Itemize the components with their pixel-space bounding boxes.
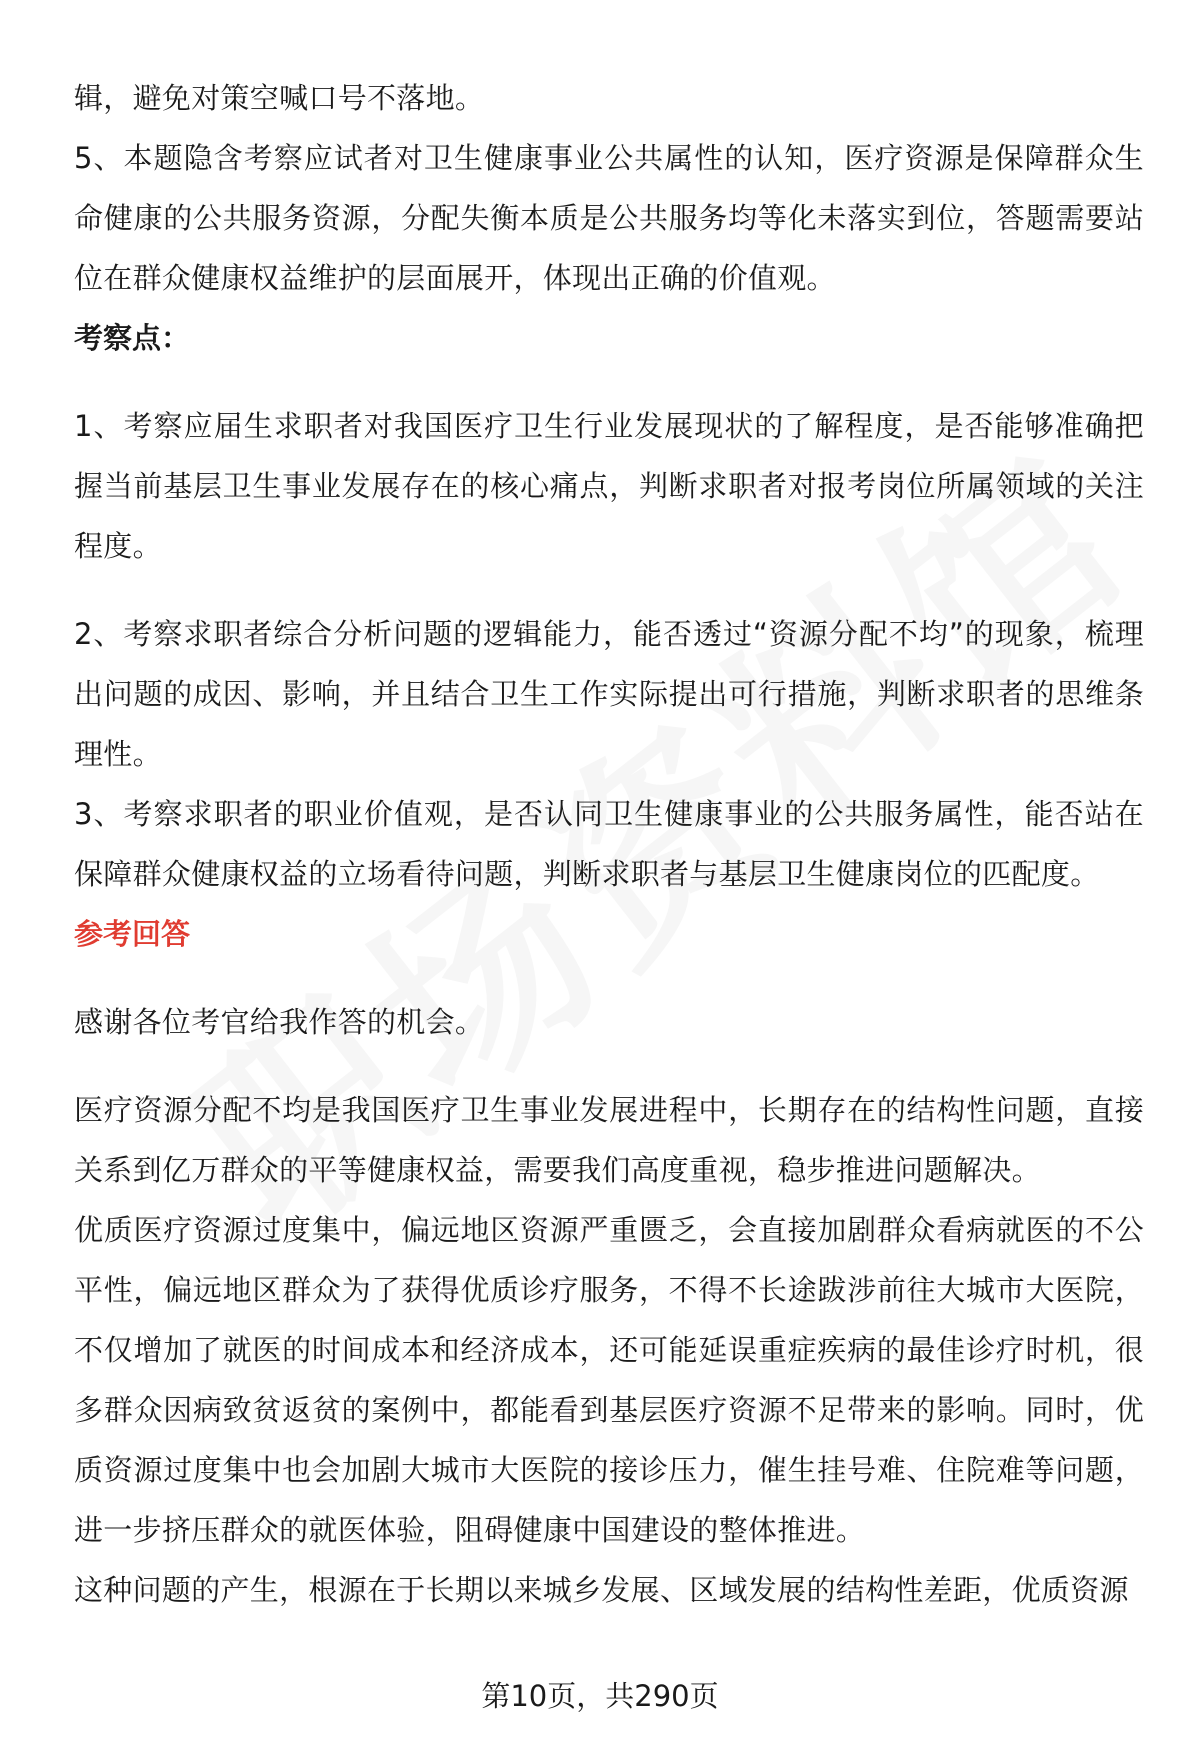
document-body: [74, 68, 1144, 1620]
paragraph-point-5: 5、本题隐含考察应试者对卫生健康事业公共属性的认知，医疗资源是保障群众生命健康的公共服务资源，分配失衡本质是公共服务均等化未落实到位，答题需要站位在群众健康权益维护的层面展开，体现出正确的价值观。: [74, 141, 1144, 295]
answer-paragraph: 感谢各位考官给我作答的机会。: [74, 1005, 485, 1039]
section-heading-exam-points: 考察点：: [74, 321, 191, 355]
answer-paragraph: 医疗资源分配不均是我国医疗卫生事业发展进程中，长期存在的结构性问题，直接关系到亿万群众的平等健康权益，需要我们高度重视，稳步推进问题解决。: [74, 1093, 1144, 1187]
exam-point-item: 2、考察求职者综合分析问题的逻辑能力，能否透过“资源分配不均”的现象，梳理出问题的成因、影响，并且结合卫生工作实际提出可行措施，判断求职者的思维条理性。: [74, 617, 1144, 771]
section-heading-reference-answer: 参考回答: [74, 917, 191, 951]
exam-point-item: 3、考察求职者的职业价值观，是否认同卫生健康事业的公共服务属性，能否站在保障群众健康权益的立场看待问题，判断求职者与基层卫生健康岗位的匹配度。: [74, 797, 1144, 891]
page-number: 第10页，共290页: [481, 1679, 719, 1713]
paragraph-continuation: 辑，避免对策空喊口号不落地。: [74, 81, 485, 115]
answer-paragraph: 这种问题的产生，根源在于长期以来城乡发展、区域发展的结构性差距，优质资源: [74, 1573, 1129, 1607]
answer-paragraph: 优质医疗资源过度集中，偏远地区资源严重匮乏，会直接加剧群众看病就医的不公平性，偏远地区群众为了获得优质诊疗服务，不得不长途跋涉前往大城市大医院，不仅增加了就医的时间成本和经济成本，还可能延误重症疾病的最佳诊疗时机，很多群众因病致贫返贫的案例中，都能看到基层医疗资源不足带来的影响。同时，优质资源过度集中也会加剧大城市大医院的接诊压力，催生挂号难、住院难等问题，进一步挤压群众的就医体验，阻碍健康中国建设的整体推进。: [74, 1213, 1144, 1547]
page-footer: [0, 1676, 1200, 1716]
exam-point-item: 1、考察应届生求职者对我国医疗卫生行业发展现状的了解程度，是否能够准确把握当前基层卫生事业发展存在的核心痛点，判断求职者对报考岗位所属领域的关注程度。: [74, 409, 1144, 563]
